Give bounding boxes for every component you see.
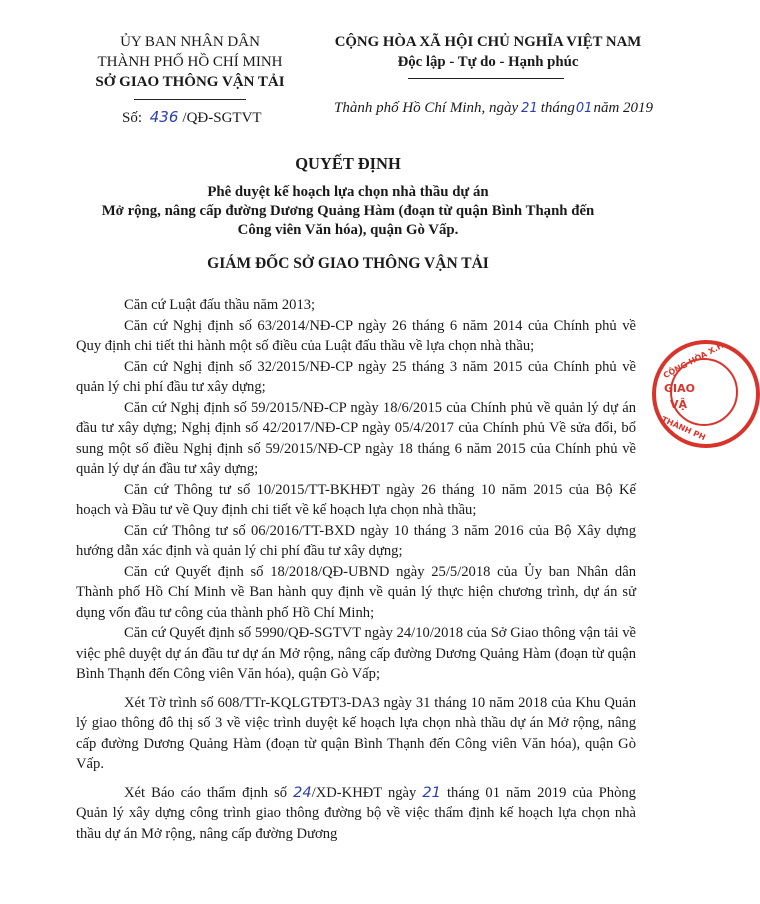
agency-underline [134, 99, 246, 100]
motto-underline [408, 78, 564, 79]
decision-subtitle-3: Công viên Văn hóa), quận Gò Vấp. [237, 222, 459, 238]
agency-line-1: ỦY BAN NHÂN DÂN [120, 34, 260, 50]
date-month: 01 [575, 101, 593, 116]
p10-mid: /XD-KHĐT ngày [311, 784, 417, 801]
document-body [76, 295, 636, 844]
basis-paragraph: Căn cứ Thông tư số 10/2015/TT-BKHĐT ngày 26 tháng 10 năm 2015 của Bộ Kế hoạch và Đầu tư về Quy định chi tiết về kế hoạch lựa chọn nhà thầu; [76, 481, 636, 518]
document-number [122, 108, 262, 127]
seal-text-bottom: THÀNH PH [660, 414, 707, 443]
basis-paragraph: Căn cứ Nghị định số 59/2015/NĐ-CP ngày 18/6/2015 của Chính phủ về quản lý dự án đầu tư xây dựng; Nghị định số 42/2017/NĐ-CP ngày 05/4/2017 của Chính phủ Về sửa đổi, bổ sung một số điều Nghị định số 59/2015/NĐ-CP ngày 18 tháng 6 năm 2015 của Chính phủ về quản lý dự án đầu tư xây dựng; [76, 399, 636, 477]
basis-paragraph: Căn cứ Nghị định số 63/2014/NĐ-CP ngày 26 tháng 6 năm 2014 của Chính phủ về Quy định chi tiết thi hành một số điều của Luật đấu thầu về lựa chọn nhà thầu; [76, 317, 636, 354]
number-suffix: /QĐ-SGTVT [182, 110, 262, 126]
date-prefix: Thành phố Hồ Chí Minh, ngày [334, 100, 519, 116]
basis-paragraph: Căn cứ Quyết định số 5990/QĐ-SGTVT ngày 24/10/2018 của Sở Giao thông vận tải về việc phê duyệt dự án đầu tư dự án Mở rộng, nâng cấp đường Dương Quảng Hàm (đoạn từ quận Bình Thạnh đến Công viên Văn hóa), quận Gò Vấp; [76, 625, 636, 682]
basis-paragraph: Căn cứ Nghị định số 32/2015/NĐ-CP ngày 25 tháng 3 năm 2015 của Chính phủ về quản lý chi phí đầu tư xây dựng; [76, 358, 636, 395]
seal-text-mid-2: VẬ [670, 398, 688, 411]
agency-line-3: SỞ GIAO THÔNG VẬN TẢI [95, 74, 285, 90]
basis-paragraph: Căn cứ Thông tư số 06/2016/TT-BXD ngày 10 tháng 3 năm 2016 của Bộ Xây dựng hướng dẫn xác định và quản lý chi phí đầu tư xây dựng; [76, 522, 636, 559]
official-seal [652, 340, 760, 448]
p10-day-handwritten: 21 [422, 783, 441, 801]
consideration-paragraph: Xét Tờ trình số 608/TTr-KQLGTĐT3-DA3 ngày 31 tháng 10 năm 2018 của Khu Quản lý giao thông đô thị số 3 về việc trình duyệt kế hoạch lựa chọn nhà thầu dự án Mở rộng, nâng cấp đường Dương Quảng Hàm (đoạn từ quận Bình Thạnh đến Công viên Văn hóa), quận Gò Vấp. [76, 694, 636, 772]
country-name: CỘNG HÒA XÃ HỘI CHỦ NGHĨA VIỆT NAM [334, 34, 642, 50]
agency-line-2: THÀNH PHỐ HỒ CHÍ MINH [97, 54, 283, 70]
basis-paragraph: Căn cứ Luật đấu thầu năm 2013; [124, 297, 316, 313]
number-label: Số: [122, 110, 143, 126]
document-date [334, 100, 653, 117]
decision-authority: GIÁM ĐỐC SỞ GIAO THÔNG VẬN TẢI [207, 255, 489, 272]
date-month-label: tháng [540, 100, 575, 116]
date-year: năm 2019 [593, 100, 654, 116]
motto: Độc lập - Tự do - Hạnh phúc [397, 54, 579, 70]
p10-number-handwritten: 24 [293, 783, 312, 801]
p10-prefix: Xét Báo cáo thẩm định số [124, 784, 288, 801]
decision-title: QUYẾT ĐỊNH [295, 154, 401, 173]
decision-subtitle-2: Mở rộng, nâng cấp đường Dương Quảng Hàm (đoạn từ quận Bình Thạnh đến [101, 203, 595, 219]
consideration-paragraph [76, 783, 636, 845]
p10-rest: tháng 01 năm 2019 của Phòng Quản lý xây dựng công trình giao thông đường bộ về việc thẩm định kế hoạch lựa chọn nhà thầu dự án Mở rộng, nâng cấp đường Dương [76, 784, 636, 842]
seal-text-top: CỘNG HÒA X.H [661, 340, 726, 381]
seal-text-mid-1: GIAO [664, 382, 695, 395]
basis-paragraph: Căn cứ Quyết định số 18/2018/QĐ-UBND ngày 25/5/2018 của Ủy ban Nhân dân Thành phố Hồ Chí Minh về Ban hành quy định về quản lý thực hiện chương trình, dự án sử dụng vốn đầu tư công của thành phố Hồ Chí Minh; [76, 563, 636, 621]
decision-subtitle-1: Phê duyệt kế hoạch lựa chọn nhà thầu dự án [207, 184, 489, 200]
date-day: 21 [521, 101, 538, 116]
number-handwritten: 436 [149, 108, 179, 126]
